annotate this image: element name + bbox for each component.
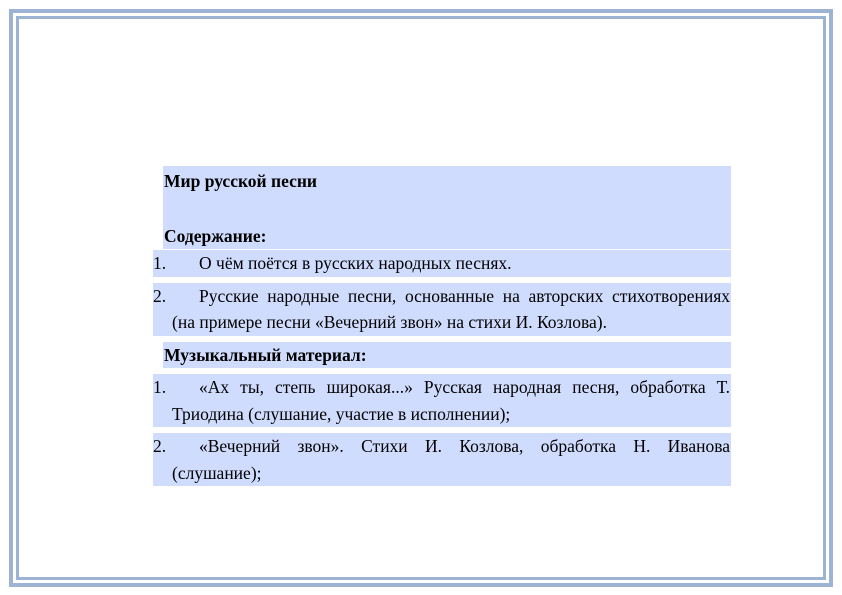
list-item-text: О чём поётся в русских народных песнях.	[199, 253, 512, 273]
list-number: 1.	[153, 253, 167, 273]
title-block	[163, 166, 731, 249]
list-item-text: «Вечерний звон». Стихи И. Козлова, обработка Н. Иванова (слушание);	[172, 436, 730, 483]
list-number: 2.	[153, 436, 167, 456]
music-list-item	[153, 433, 731, 486]
music-heading-block	[163, 342, 731, 369]
list-item-text: «Ах ты, степь широкая...» Русская народная песня, обработка Т. Триодина (слушание, участие в исполнении);	[172, 377, 730, 424]
slide-title: Мир русской песни	[164, 171, 318, 191]
content-list-item	[153, 283, 731, 336]
list-item-text: Русские народные песни, основанные на авторских стихотворениях (на примере песни «Вечерний звон» на стихи И. Козлова).	[172, 285, 730, 332]
music-heading: Музыкальный материал:	[164, 344, 367, 365]
list-number: 2.	[153, 285, 167, 306]
content-list-item	[153, 250, 731, 277]
slide-content	[153, 166, 731, 486]
title-spacer	[163, 195, 731, 223]
content-heading: Содержание:	[164, 225, 267, 246]
music-list-item	[153, 374, 731, 427]
list-number: 1.	[153, 377, 167, 397]
